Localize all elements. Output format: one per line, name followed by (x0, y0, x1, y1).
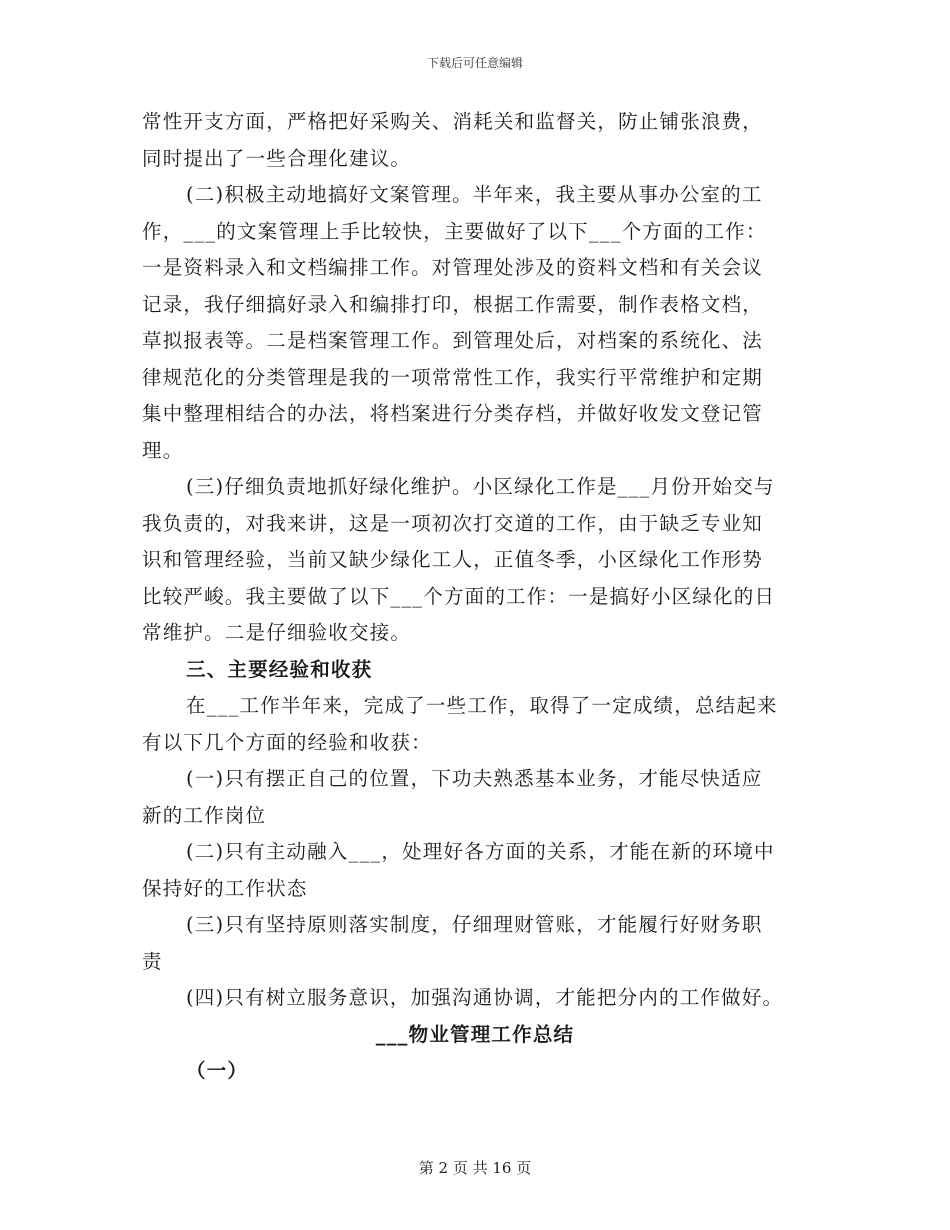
document-body (142, 104, 808, 1090)
text-line: 理。 (142, 438, 184, 462)
text-line: 在___工作半年来，完成了一些工作，取得了一定成绩，总结起来 (186, 694, 778, 717)
text-line: (二)积极主动地搞好文案管理。半年来，我主要从事办公室的工 (186, 183, 763, 206)
text-line: 常维护。二是仔细验收交接。 (142, 621, 412, 644)
text-line: 新的工作岗位 (142, 803, 267, 827)
text-line: 一是资料录入和文档编排工作。对管理处涉及的资料文档和有关会议 (142, 256, 764, 279)
page-header: 下载后可任意编辑 (426, 56, 523, 70)
text-line: (三)仔细负责地抓好绿化维护。小区绿化工作是___月份开始交与 (186, 475, 775, 498)
text-line: (一)只有摆正自己的位置，下功夫熟悉基本业务，才能尽快适应 (186, 767, 763, 790)
text-line: 责 (142, 949, 163, 973)
document-title: ___物业管理工作总结 (375, 1022, 575, 1046)
text-line: 比较严峻。我主要做了以下___个方面的工作：一是搞好小区绿化的日 (142, 584, 776, 608)
text-line: 我负责的，对我来讲，这是一项初次打交道的工作，由于缺乏专业知 (142, 511, 764, 535)
text-line: 记录，我仔细搞好录入和编排打印，根据工作需要，制作表格文档， (142, 292, 764, 316)
text-line: 律规范化的分类管理是我的一项常常性工作，我实行平常维护和定期 (142, 365, 764, 389)
text-line: 有以下几个方面的经验和收获： (142, 730, 432, 754)
text-line: （一） (186, 1059, 249, 1082)
text-line: 集中整理相结合的办法，将档案进行分类存档，并做好收发文登记管 (142, 402, 764, 425)
text-line: 同时提出了一些合理化建议。 (142, 146, 412, 170)
text-line: (二)只有主动融入___，处理好各方面的关系，才能在新的环境中 (186, 840, 775, 863)
text-line: 作，___的文案管理上手比较快，主要做好了以下___个方面的工作： (142, 219, 767, 243)
page-footer: 第 2 页 共 16 页 (418, 1159, 532, 1177)
text-line: 保持好的工作状态 (142, 876, 308, 900)
text-line: 识和管理经验，当前又缺少绿化工人，正值冬季，小区绿化工作形势 (142, 548, 764, 571)
text-line: (三)只有坚持原则落实制度，仔细理财管账，才能履行好财务职 (186, 913, 763, 936)
text-line: 常性开支方面，严格把好采购关、消耗关和监督关，防止铺张浪费， (142, 110, 764, 133)
section-heading: 三、主要经验和收获 (186, 657, 373, 681)
text-line: (四)只有树立服务意识，加强沟通协调，才能把分内的工作做好。 (186, 986, 784, 1009)
text-line: 草拟报表等。二是档案管理工作。到管理处后，对档案的系统化、法 (142, 329, 764, 352)
